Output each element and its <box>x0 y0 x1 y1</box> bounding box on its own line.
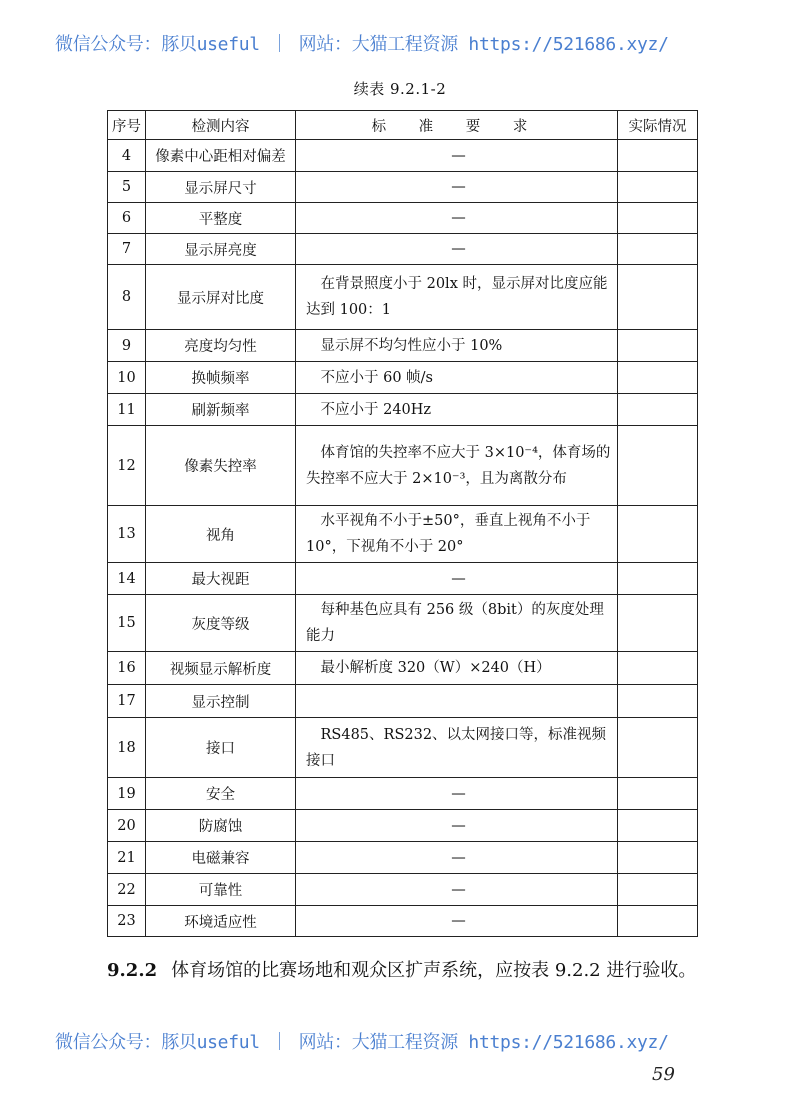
table-header-row <box>108 111 698 140</box>
row-requirement: — <box>296 842 618 874</box>
row-requirement: — <box>296 140 618 172</box>
table-row <box>108 778 698 810</box>
row-number: 8 <box>108 265 146 330</box>
row-actual <box>618 595 698 652</box>
table-row <box>108 906 698 937</box>
row-actual <box>618 203 698 234</box>
table-row <box>108 506 698 563</box>
table-row <box>108 874 698 906</box>
table-caption: 续表 9.2.1-2 <box>353 80 447 98</box>
row-number: 15 <box>108 595 146 652</box>
table-row <box>108 265 698 330</box>
row-actual <box>618 426 698 506</box>
row-number: 11 <box>108 394 146 426</box>
row-requirement: 体育馆的失控率不应大于 3×10⁻⁴，体育场的失控率不应大于 2×10⁻³，且为离散分布 <box>296 426 618 506</box>
row-number: 12 <box>108 426 146 506</box>
row-actual <box>618 874 698 906</box>
table-row <box>108 362 698 394</box>
row-item: 电磁兼容 <box>146 842 296 874</box>
row-actual <box>618 810 698 842</box>
row-requirement: — <box>296 778 618 810</box>
row-actual <box>618 234 698 265</box>
row-number: 9 <box>108 330 146 362</box>
row-number: 7 <box>108 234 146 265</box>
table-row <box>108 203 698 234</box>
row-requirement: — <box>296 172 618 203</box>
section-text: 体育场馆的比赛场地和观众区扩声系统，应按表 9.2.2 进行验收。 <box>171 960 697 981</box>
row-requirement <box>296 685 618 718</box>
row-item: 显示控制 <box>146 685 296 718</box>
header-no: 序号 <box>108 111 146 140</box>
watermark-top: 微信公众号：豚贝useful ｜ 网站：大猫工程资源 https://521686.xyz/ <box>55 34 669 55</box>
row-actual <box>618 906 698 937</box>
table-row <box>108 234 698 265</box>
table-row <box>108 394 698 426</box>
row-actual <box>618 842 698 874</box>
row-item: 安全 <box>146 778 296 810</box>
row-actual <box>618 718 698 778</box>
table-row <box>108 595 698 652</box>
row-item: 灰度等级 <box>146 595 296 652</box>
row-actual <box>618 330 698 362</box>
row-item: 像素中心距相对偏差 <box>146 140 296 172</box>
watermark-bottom: 微信公众号：豚贝useful ｜ 网站：大猫工程资源 https://521686.xyz/ <box>55 1032 669 1053</box>
row-number: 10 <box>108 362 146 394</box>
table-row <box>108 685 698 718</box>
row-requirement: — <box>296 906 618 937</box>
header-requirement: 标 准 要 求 <box>296 111 618 140</box>
row-item: 刷新频率 <box>146 394 296 426</box>
row-item: 接口 <box>146 718 296 778</box>
row-number: 19 <box>108 778 146 810</box>
inspection-table <box>107 110 698 937</box>
table-row <box>108 718 698 778</box>
row-requirement: 在背景照度小于 20lx 时，显示屏对比度应能达到 100：1 <box>296 265 618 330</box>
row-requirement: — <box>296 563 618 595</box>
row-requirement: — <box>296 203 618 234</box>
row-requirement: 不应小于 240Hz <box>296 394 618 426</box>
row-requirement: 水平视角不小于±50°，垂直上视角不小于 10°，下视角不小于 20° <box>296 506 618 563</box>
section-number: 9.2.2 <box>107 960 158 981</box>
row-actual <box>618 563 698 595</box>
row-actual <box>618 265 698 330</box>
row-actual <box>618 394 698 426</box>
table-row <box>108 330 698 362</box>
row-requirement: 显示屏不均匀性应小于 10% <box>296 330 618 362</box>
row-number: 4 <box>108 140 146 172</box>
page-number: 59 <box>652 1064 675 1085</box>
section-paragraph <box>107 955 707 987</box>
row-requirement: — <box>296 234 618 265</box>
row-item: 平整度 <box>146 203 296 234</box>
table-row <box>108 140 698 172</box>
row-item: 最大视距 <box>146 563 296 595</box>
row-number: 13 <box>108 506 146 563</box>
row-number: 14 <box>108 563 146 595</box>
table-row <box>108 172 698 203</box>
row-number: 18 <box>108 718 146 778</box>
row-item: 亮度均匀性 <box>146 330 296 362</box>
table-row <box>108 563 698 595</box>
row-number: 22 <box>108 874 146 906</box>
row-item: 换帧频率 <box>146 362 296 394</box>
row-number: 5 <box>108 172 146 203</box>
row-actual <box>618 172 698 203</box>
row-actual <box>618 778 698 810</box>
row-item: 防腐蚀 <box>146 810 296 842</box>
table-row <box>108 652 698 685</box>
row-actual <box>618 685 698 718</box>
row-item: 像素失控率 <box>146 426 296 506</box>
header-item: 检测内容 <box>146 111 296 140</box>
row-item: 显示屏尺寸 <box>146 172 296 203</box>
row-item: 视角 <box>146 506 296 563</box>
row-requirement: RS485、RS232、以太网接口等，标准视频接口 <box>296 718 618 778</box>
row-requirement: — <box>296 810 618 842</box>
row-actual <box>618 362 698 394</box>
header-actual: 实际情况 <box>618 111 698 140</box>
row-actual <box>618 140 698 172</box>
row-item: 环境适应性 <box>146 906 296 937</box>
row-item: 显示屏对比度 <box>146 265 296 330</box>
table-body <box>108 140 698 937</box>
row-requirement: 最小解析度 320（W）×240（H） <box>296 652 618 685</box>
row-number: 16 <box>108 652 146 685</box>
row-item: 显示屏亮度 <box>146 234 296 265</box>
row-actual <box>618 506 698 563</box>
table-row <box>108 842 698 874</box>
row-requirement: 不应小于 60 帧/s <box>296 362 618 394</box>
table-row <box>108 426 698 506</box>
row-number: 23 <box>108 906 146 937</box>
row-item: 可靠性 <box>146 874 296 906</box>
row-requirement: — <box>296 874 618 906</box>
row-number: 21 <box>108 842 146 874</box>
row-number: 6 <box>108 203 146 234</box>
row-number: 20 <box>108 810 146 842</box>
row-item: 视频显示解析度 <box>146 652 296 685</box>
table-row <box>108 810 698 842</box>
row-number: 17 <box>108 685 146 718</box>
row-actual <box>618 652 698 685</box>
row-requirement: 每种基色应具有 256 级（8bit）的灰度处理能力 <box>296 595 618 652</box>
